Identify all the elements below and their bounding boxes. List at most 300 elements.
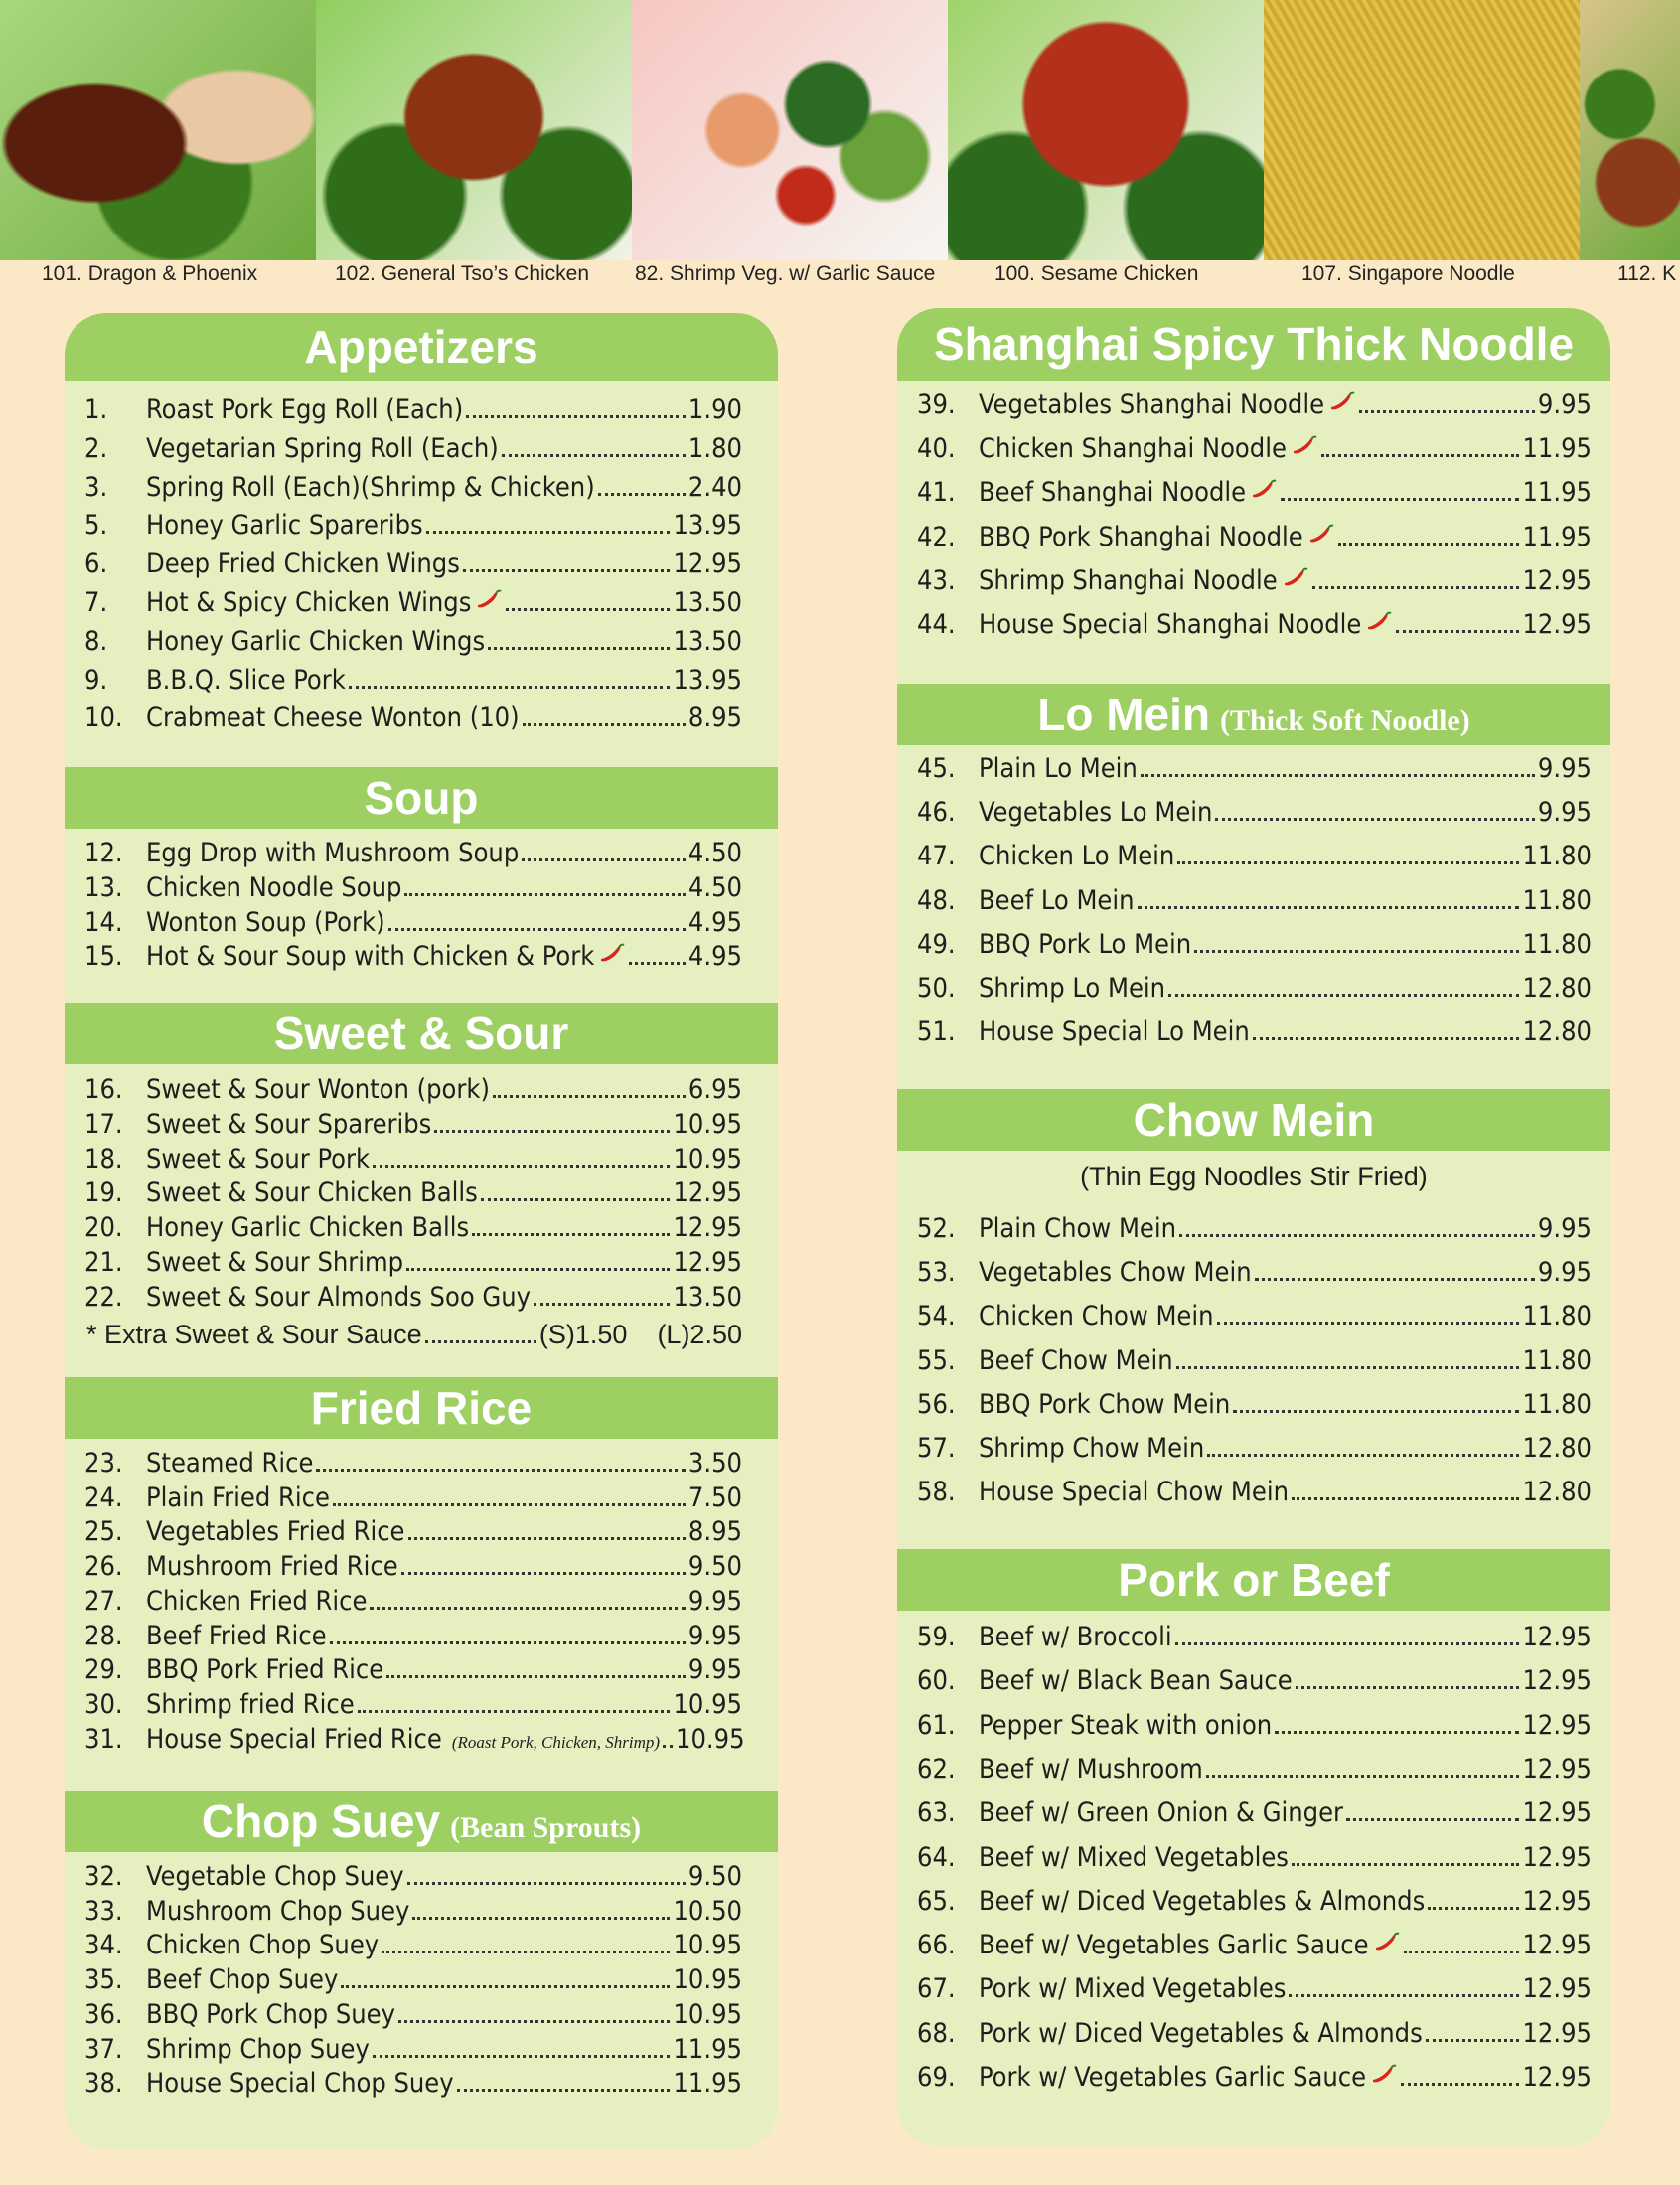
item-number: 30. <box>84 1688 123 1720</box>
menu-item <box>84 1109 742 1140</box>
item-name: Pepper Steak with onion <box>979 1709 1273 1741</box>
item-name: Beef Chow Mein <box>979 1344 1173 1376</box>
dot-leader <box>407 1882 686 1885</box>
chow-mein-note: (Thin Egg Noodles Stir Fried) <box>1080 1162 1428 1191</box>
item-name: House Special Chow Mein <box>979 1477 1289 1508</box>
dot-leader <box>426 531 671 534</box>
menu-item <box>917 885 1592 916</box>
item-price: 12.95 <box>673 1247 742 1278</box>
menu-item <box>917 1477 1592 1507</box>
menu-item <box>84 1282 742 1313</box>
chili-pepper-icon <box>1307 522 1335 544</box>
item-name: BBQ Pork Chop Suey <box>146 1998 395 2030</box>
item-price: 9.95 <box>1537 753 1592 784</box>
dot-leader <box>370 1607 686 1610</box>
item-number: 12. <box>84 838 123 868</box>
menu-item <box>84 433 742 464</box>
item-name: Plain Fried Rice <box>146 1482 330 1513</box>
item-price: 1.80 <box>687 432 742 464</box>
dot-leader <box>398 2020 671 2023</box>
dot-leader <box>488 647 670 650</box>
dot-leader <box>349 686 671 689</box>
dot-leader <box>358 1710 671 1713</box>
item-price: 12.95 <box>1522 1753 1592 1785</box>
item-price: 12.80 <box>1522 1016 1592 1048</box>
dot-leader <box>408 1537 686 1540</box>
dot-leader <box>406 1268 670 1271</box>
item-number: 59. <box>917 1622 956 1652</box>
section-header-fried-rice <box>65 1377 778 1439</box>
menu-item <box>917 1016 1592 1047</box>
item-price: 9.95 <box>687 1585 742 1617</box>
item-number: 22. <box>84 1281 123 1313</box>
item-name: Vegetables Fried Rice <box>146 1516 405 1548</box>
item-price: 10.95 <box>673 1688 742 1720</box>
menu-item <box>84 1964 742 1995</box>
dot-leader <box>425 1340 536 1343</box>
menu-item <box>84 1177 742 1208</box>
menu-item <box>84 1723 745 1755</box>
menu-item <box>84 941 742 972</box>
chili-pepper-icon <box>1250 477 1278 499</box>
item-price: 10.95 <box>676 1723 745 1755</box>
item-name: House Special Chop Suey <box>146 2068 454 2100</box>
dot-leader <box>373 1165 670 1168</box>
item-number: 33. <box>84 1895 123 1927</box>
menu-item <box>917 1345 1592 1376</box>
item-number: 32. <box>84 1861 123 1892</box>
item-number: 44. <box>917 609 956 640</box>
item-number: 13. <box>84 871 123 903</box>
dot-leader <box>1401 2083 1519 2086</box>
section-title: Soup <box>364 772 479 824</box>
menu-item <box>917 522 1592 552</box>
item-name: Sweet & Sour Chicken Balls <box>146 1177 478 1209</box>
item-number: 37. <box>84 2033 123 2065</box>
menu-item <box>84 1074 742 1105</box>
section-header-shanghai <box>897 308 1610 381</box>
dot-leader <box>1255 1278 1535 1281</box>
photo-dragon-phoenix <box>0 0 316 260</box>
item-price: 12.95 <box>673 548 742 580</box>
item-name: B.B.Q. Slice Pork <box>146 664 346 696</box>
item-number: 58. <box>917 1477 956 1508</box>
menu-item <box>84 1551 742 1582</box>
photo-caption: 82. Shrimp Veg. w/ Garlic Sauce <box>635 262 936 285</box>
item-name: Wonton Soup (Pork) <box>146 906 385 938</box>
item-name: Beef w/ Vegetables Garlic Sauce <box>979 1930 1369 1961</box>
dot-leader <box>1138 906 1520 909</box>
menu-item <box>84 838 742 868</box>
menu-item <box>917 1213 1592 1244</box>
item-price: 12.95 <box>673 1212 742 1244</box>
section-header-appetizers <box>65 313 778 381</box>
item-name: Chicken Shanghai Noodle <box>979 433 1287 465</box>
item-price: 9.95 <box>687 1620 742 1651</box>
menu-item <box>84 1483 742 1513</box>
item-price: 11.95 <box>673 2033 742 2065</box>
item-number: 5. <box>84 510 108 542</box>
item-price: 12.95 <box>673 1177 742 1209</box>
dot-leader <box>1175 1642 1520 1645</box>
item-name: Chicken Lo Mein <box>979 841 1175 872</box>
right-menu-panel <box>897 308 1610 2146</box>
item-name: Vegetables Chow Mein <box>979 1257 1252 1289</box>
item-number: 54. <box>917 1301 956 1332</box>
dot-leader <box>502 454 686 457</box>
item-name: BBQ Pork Chow Mein <box>979 1388 1231 1420</box>
menu-item <box>917 2018 1592 2049</box>
menu-item <box>84 1144 742 1174</box>
dot-leader <box>1292 1863 1520 1866</box>
photo-sesame-chicken <box>948 0 1264 260</box>
section-title: Shanghai Spicy Thick Noodle <box>933 318 1575 370</box>
item-number: 46. <box>917 797 956 829</box>
dot-leader <box>1396 630 1519 633</box>
dot-leader <box>1176 1366 1520 1369</box>
item-name: Spring Roll (Each)(Shrimp & Chicken) <box>146 471 595 503</box>
menu-item <box>84 2034 742 2065</box>
item-price: 11.80 <box>1522 928 1592 960</box>
section-header-chow-mein <box>897 1089 1610 1151</box>
chili-pepper-icon <box>475 587 503 609</box>
dot-leader <box>506 608 670 611</box>
dot-leader <box>330 1641 686 1644</box>
menu-item <box>84 1516 742 1547</box>
item-price: 13.95 <box>673 664 742 696</box>
item-name: Steamed Rice <box>146 1448 314 1479</box>
item-name: Plain Lo Mein <box>979 753 1138 784</box>
menu-item <box>917 433 1592 464</box>
item-number: 48. <box>917 884 956 916</box>
chili-pepper-icon <box>1291 433 1318 455</box>
item-number: 69. <box>917 2062 956 2093</box>
menu-item <box>84 1586 742 1617</box>
dot-leader <box>1426 2039 1520 2042</box>
item-name: BBQ Pork Lo Mein <box>979 928 1192 960</box>
section-title: Chow Mein <box>1133 1094 1375 1146</box>
menu-item <box>84 1212 742 1243</box>
menu-item <box>917 2062 1592 2093</box>
dot-leader <box>472 1233 670 1236</box>
item-price: 13.50 <box>673 625 742 657</box>
photo-caption: 107. Singapore Noodle <box>1301 262 1515 285</box>
extra-sauce-large-price: (L)2.50 <box>657 1320 742 1349</box>
section-subtitle: (Thick Soft Noodle) <box>1220 704 1470 737</box>
item-name: Sweet & Sour Pork <box>146 1143 371 1174</box>
menu-item <box>84 907 742 938</box>
item-price: 12.80 <box>1522 973 1592 1004</box>
item-name: Chicken Noodle Soup <box>146 871 402 903</box>
dot-leader <box>1289 1994 1519 1997</box>
dot-leader <box>522 858 686 861</box>
section-title: Chop Suey <box>201 1795 441 1847</box>
dot-leader <box>1292 1497 1520 1500</box>
item-name: Pork w/ Vegetables Garlic Sauce <box>979 2062 1367 2093</box>
menu-item <box>84 472 742 503</box>
item-name: Egg Drop with Mushroom Soup <box>146 838 520 868</box>
menu-item <box>917 1930 1592 1960</box>
menu-item <box>917 1797 1592 1828</box>
dot-leader <box>1275 1731 1519 1734</box>
section-header-sweet-sour <box>65 1003 778 1064</box>
chili-pepper-icon <box>1282 565 1309 587</box>
menu-item <box>84 1689 742 1720</box>
item-name: Deep Fried Chicken Wings <box>146 548 460 580</box>
item-name: Pork w/ Mixed Vegetables <box>979 1973 1287 2005</box>
item-name: Beef Shanghai Noodle <box>979 477 1247 509</box>
item-number: 29. <box>84 1654 123 1686</box>
item-number: 24. <box>84 1482 123 1513</box>
item-name: Shrimp fried Rice <box>146 1688 355 1720</box>
extra-sauce-label: * Extra Sweet & Sour Sauce <box>86 1320 422 1349</box>
item-name: Chicken Chop Suey <box>146 1930 380 1961</box>
extra-sauce-row <box>86 1320 742 1350</box>
item-name: Mushroom Fried Rice <box>146 1551 398 1583</box>
item-name: House Special Shanghai Noodle <box>979 609 1362 640</box>
menu-item <box>84 2068 742 2099</box>
item-number: 31. <box>84 1723 123 1755</box>
item-price: 12.95 <box>1522 564 1592 596</box>
dot-leader <box>1338 543 1520 546</box>
menu-item <box>917 1665 1592 1696</box>
item-number: 21. <box>84 1247 123 1278</box>
item-price: 4.50 <box>687 871 742 903</box>
item-price: 9.95 <box>687 1654 742 1686</box>
item-number: 8. <box>84 625 108 657</box>
menu-item <box>84 1621 742 1651</box>
item-name: Beef w/ Mushroom <box>979 1753 1203 1785</box>
item-name: BBQ Pork Fried Rice <box>146 1654 384 1686</box>
dot-leader <box>1321 454 1520 457</box>
item-name: Honey Garlic Spareribs <box>146 510 423 542</box>
dot-leader <box>523 723 686 726</box>
dot-leader <box>663 1745 673 1748</box>
item-number: 15. <box>84 941 123 973</box>
dot-leader <box>1179 1234 1535 1237</box>
chili-pepper-icon <box>1373 1930 1401 1951</box>
menu-item <box>917 1842 1592 1873</box>
chili-pepper-icon <box>1370 2062 1398 2084</box>
dot-leader <box>481 1198 671 1201</box>
menu-item <box>84 1930 742 1960</box>
menu-item <box>917 1886 1592 1917</box>
section-header-soup <box>65 767 778 829</box>
item-number: 56. <box>917 1388 956 1420</box>
dot-leader <box>466 415 686 418</box>
photo-shrimp-veg-garlic <box>632 0 948 260</box>
menu-item <box>84 1861 742 1892</box>
menu-item <box>84 872 742 903</box>
item-number: 67. <box>917 1973 956 2005</box>
item-number: 64. <box>917 1841 956 1873</box>
item-name: Honey Garlic Chicken Balls <box>146 1212 470 1244</box>
item-price: 4.95 <box>687 941 742 973</box>
dot-leader <box>412 1917 670 1920</box>
item-number: 23. <box>84 1448 123 1479</box>
item-note: (Roast Pork, Chicken, Shrimp) <box>451 1732 661 1752</box>
item-name: Roast Pork Egg Roll (Each) <box>146 394 464 425</box>
item-number: 35. <box>84 1964 123 1996</box>
item-number: 40. <box>917 433 956 465</box>
photo-dish-112 <box>1580 0 1680 260</box>
item-number: 6. <box>84 548 108 580</box>
item-price: 13.95 <box>673 510 742 542</box>
item-price: 11.80 <box>1522 1388 1592 1420</box>
item-name: Hot & Spicy Chicken Wings <box>146 587 472 618</box>
photo-captions <box>0 262 1680 292</box>
item-price: 12.80 <box>1522 1433 1592 1464</box>
item-name: Crabmeat Cheese Wonton (10) <box>146 702 520 734</box>
item-price: 2.40 <box>687 471 742 503</box>
menu-item <box>917 1973 1592 2004</box>
item-price: 12.95 <box>1522 2062 1592 2093</box>
item-price: 9.95 <box>1537 797 1592 829</box>
item-number: 9. <box>84 664 108 696</box>
menu-item <box>917 1257 1592 1288</box>
menu-item <box>84 1896 742 1927</box>
item-number: 14. <box>84 906 123 938</box>
dot-leader <box>1215 818 1535 821</box>
item-name: Vegetables Shanghai Noodle <box>979 390 1325 420</box>
section-title: Sweet & Sour <box>273 1008 569 1059</box>
dot-leader <box>1428 1907 1519 1910</box>
item-number: 50. <box>917 973 956 1004</box>
item-price: 12.80 <box>1522 1477 1592 1508</box>
item-name: Chicken Fried Rice <box>146 1585 368 1617</box>
extra-sauce-small-price: (S)1.50 <box>538 1320 628 1349</box>
dot-leader <box>1177 861 1519 864</box>
photo-general-tso-chicken <box>316 0 632 260</box>
menu-item <box>917 797 1592 828</box>
item-number: 68. <box>917 2017 956 2049</box>
item-number: 65. <box>917 1885 956 1917</box>
menu-item <box>917 1433 1592 1464</box>
menu-item <box>917 1389 1592 1420</box>
item-price: 9.50 <box>687 1861 742 1892</box>
menu-item <box>84 665 742 696</box>
dot-leader <box>386 1675 686 1678</box>
menu-item <box>917 1710 1592 1741</box>
menu-item <box>84 1247 742 1278</box>
item-name: BBQ Pork Shanghai Noodle <box>979 521 1303 552</box>
dot-leader <box>598 493 686 496</box>
photo-caption: 101. Dragon & Phoenix <box>42 262 258 285</box>
item-number: 60. <box>917 1665 956 1697</box>
dot-leader <box>1359 410 1535 413</box>
item-price: 12.95 <box>1522 1622 1592 1652</box>
dot-leader <box>401 1572 686 1575</box>
item-number: 63. <box>917 1797 956 1829</box>
item-price: 10.95 <box>673 1108 742 1140</box>
section-title: Appetizers <box>304 321 538 373</box>
item-name: Sweet & Sour Spareribs <box>146 1108 432 1140</box>
menu-item <box>84 587 742 618</box>
section-title: Fried Rice <box>310 1382 533 1434</box>
item-name: Shrimp Chop Suey <box>146 2033 370 2065</box>
item-number: 2. <box>84 432 108 464</box>
item-price: 11.95 <box>673 2068 742 2100</box>
menu-item <box>84 1999 742 2030</box>
item-price: 13.50 <box>673 587 742 618</box>
menu-item <box>917 477 1592 508</box>
chili-pepper-icon <box>1365 609 1393 631</box>
item-price: 12.95 <box>1522 1797 1592 1829</box>
dot-leader <box>1206 1775 1520 1778</box>
item-number: 36. <box>84 1998 123 2030</box>
item-price: 12.95 <box>1522 1665 1592 1697</box>
item-price: 10.95 <box>673 1143 742 1174</box>
menu-item <box>84 702 742 733</box>
dot-leader <box>341 1985 670 1988</box>
menu-item <box>84 394 742 425</box>
item-price: 8.95 <box>687 1516 742 1548</box>
menu-item <box>84 1448 742 1479</box>
item-price: 3.50 <box>687 1448 742 1479</box>
item-price: 12.95 <box>1522 1930 1592 1961</box>
item-name: Beef Fried Rice <box>146 1620 327 1651</box>
item-number: 52. <box>917 1213 956 1244</box>
dot-leader <box>388 928 686 931</box>
item-price: 10.50 <box>673 1895 742 1927</box>
dot-leader <box>1217 1322 1520 1325</box>
menu-item <box>917 565 1592 596</box>
dot-leader <box>333 1503 686 1506</box>
item-name: Beef w/ Diced Vegetables & Almonds <box>979 1885 1426 1917</box>
section-header-chop-suey <box>65 1791 778 1852</box>
item-price: 11.80 <box>1522 841 1592 872</box>
item-name: Shrimp Lo Mein <box>979 973 1166 1004</box>
item-number: 28. <box>84 1620 123 1651</box>
item-number: 53. <box>917 1257 956 1289</box>
item-price: 11.80 <box>1522 884 1592 916</box>
item-name: Sweet & Sour Almonds Soo Guy <box>146 1281 531 1313</box>
dot-leader <box>434 1130 670 1133</box>
item-price: 7.50 <box>687 1482 742 1513</box>
item-price: 12.95 <box>1522 1973 1592 2005</box>
photo-caption: 112. K <box>1617 262 1677 285</box>
menu-item <box>917 390 1592 420</box>
photo-strip <box>0 0 1680 260</box>
menu-item <box>917 841 1592 871</box>
item-name: Sweet & Sour Shrimp <box>146 1247 404 1278</box>
item-number: 43. <box>917 564 956 596</box>
item-price: 12.95 <box>1522 1841 1592 1873</box>
section-header-lo-mein <box>897 684 1610 745</box>
item-number: 25. <box>84 1516 123 1548</box>
item-number: 42. <box>917 521 956 552</box>
item-name: Beef Lo Mein <box>979 884 1135 916</box>
dot-leader <box>404 893 685 896</box>
item-number: 39. <box>917 390 956 420</box>
item-price: 13.50 <box>673 1281 742 1313</box>
item-name: Shrimp Chow Mein <box>979 1433 1205 1464</box>
item-price: 9.50 <box>687 1551 742 1583</box>
dot-leader <box>1194 950 1519 953</box>
chili-pepper-icon <box>1328 390 1356 411</box>
item-number: 38. <box>84 2068 123 2100</box>
item-name: Chicken Chow Mein <box>979 1301 1214 1332</box>
item-number: 3. <box>84 471 108 503</box>
dot-leader <box>1168 994 1519 997</box>
item-price: 1.90 <box>687 394 742 425</box>
item-number: 20. <box>84 1212 123 1244</box>
dot-leader <box>534 1303 670 1306</box>
item-price: 6.95 <box>687 1074 742 1105</box>
item-name: Beef w/ Mixed Vegetables <box>979 1841 1289 1873</box>
item-name: Pork w/ Diced Vegetables & Almonds <box>979 2017 1423 2049</box>
menu-item <box>917 1301 1592 1331</box>
